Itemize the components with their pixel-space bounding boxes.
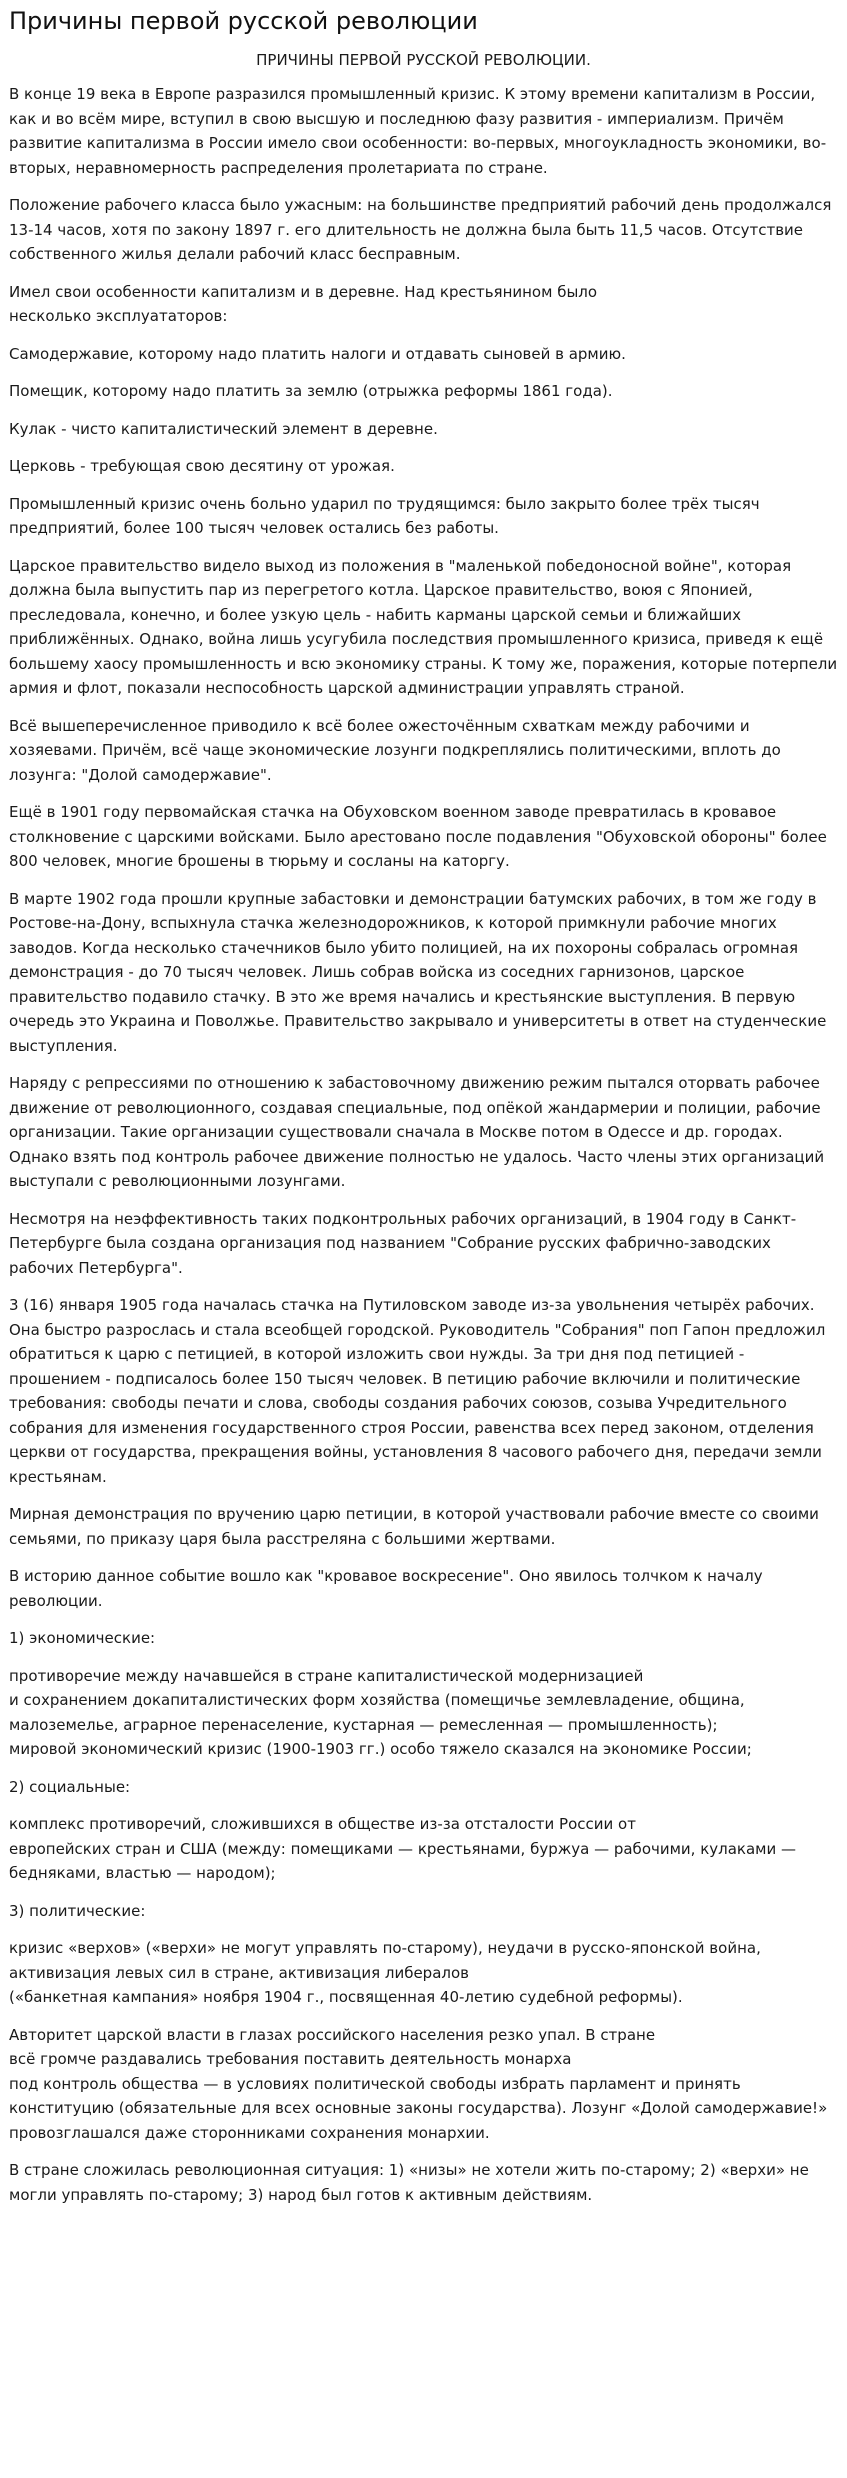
paragraph: Царское правительство видело выход из положения в "маленькой победоносной войне", которая должна была выпустить пар из перегретого котла. Царское правительство, воюя с Японией, преследовала, конечно, и более узкую цель - набить карманы царской семьи и ближайших приближённых. Однако, война лишь усугубила последствия промышленного кризиса, приведя к ещё большему хаосу промышленность и всю экономику страны. К тому же, поражения, которые потерпели армия и флот, показали неспособность царской администрации управлять страной. [9,556,838,697]
page-title: Причины первой русской революции [9,7,478,35]
paragraph: Церковь - требующая свою десятину от урожая. [9,457,395,475]
paragraph: Помещик, которому надо платить за землю (отрыжка реформы 1861 года). [9,382,613,400]
paragraph: противоречие между начавшейся в стране капиталистической модернизацией и сохранением докапиталистических форм хозяйства (помещичье землевладение, община, малоземелье, аграрное перенаселение, кустарная — ремесленная — промышленность); мировой экономический кризис (1900-1903 гг.) особо тяжело сказался на экономике России; [9,1666,752,1758]
paragraph: Ещё в 1901 году первомайская стачка на Обуховском военном заводе превратилась в кровавое столкновение с царскими войсками. Было арестовано после подавления "Обуховской обороны" более 800 человек, многие брошены в тюрьму и сосланы на каторгу. [9,803,827,870]
paragraph: Всё вышеперечисленное приводило к всё более ожесточённым схваткам между рабочими и хозяевами. Причём, всё чаще экономические лозунги подкреплялись политическими, вплоть до лозунга: "Долой самодержавие". [9,716,781,784]
paragraph: В конце 19 века в Европе разразился промышленный кризис. К этому времени капитализм в России, как и во всём мире, вступил в свою высшую и последнюю фазу развития - империализм. Причём развитие капитализма в России имело свои особенности: во-первых, многоукладность экономики, во-вторых, неравномерность распределения пролетариата по стране. [9,85,827,177]
paragraph: кризис «верхов» («верхи» не могут управлять по-старому), неудачи в русско-японской война, активизация левых сил в стране, активизация либералов («банкетная кампания» ноября 1904 г., посвященная 40-летию судебной реформы). [9,1939,761,2006]
article-body [9,82,838,2207]
article-subtitle: ПРИЧИНЫ ПЕРВОЙ РУССКОЙ РЕВОЛЮЦИИ. [256,51,591,69]
paragraph: Наряду с репрессиями по отношению к забастовочному движению режим пытался оторвать рабочее движение от революционного, создавая специальные, под опёкой жандармерии и полиции, рабочие организации. Такие организации существовали сначала в Москве потом в Одессе и др. городах. Однако взять под контроль рабочее движение полностью не удалось. Часто члены этих организаций выступали с революционными лозунгами. [9,1074,825,1190]
paragraph: 3) политические: [9,1901,146,1920]
paragraph: Промышленный кризис очень больно ударил по трудящимся: было закрыто более трёх тысяч предприятий, более 100 тысяч человек остались без работы. [9,494,760,537]
paragraph: Имел свои особенности капитализм и в деревне. Над крестьянином было несколько эксплуататоров: [9,282,598,325]
paragraph: В историю данное событие вошло как "кровавое воскресение". Оно явилось толчком к началу революции. [9,1567,763,1610]
paragraph: 1) экономические: [9,1629,156,1647]
paragraph: Несмотря на неэффективность таких подконтрольных рабочих организаций, в 1904 году в Санкт-Петербурге была создана организация под названием "Собрание русских фабрично-заводских рабочих Петербурга". [9,1209,797,1277]
paragraph: 3 (16) января 1905 года началась стачка на Путиловском заводе из-за увольнения четырёх рабочих. Она быстро разрослась и стала всеобщей городской. Руководитель "Собрания" поп Гапон предложил обратиться к царю с петицией, в которой изложить свои нужды. За три дня под петицией - прошением - подписалось более 150 тысяч человек. В петицию рабочие включили и политические требования: свободы печати и слова, свободы создания рабочих союзов, созыва Учредительного собрания для изменения государственного строя России, равенства всех перед законом, отделения церкви от государства, прекращения войны, установления 8 часового рабочего дня, передачи земли крестьянам. [9,1296,826,1486]
paragraph: Кулак - чисто капиталистический элемент в деревне. [9,419,438,438]
paragraph: В марте 1902 года прошли крупные забастовки и демонстрации батумских рабочих, в том же году в Ростове-на-Дону, вспыхнула стачка железнодорожников, к которой примкнули рабочие многих заводов. Когда несколько стачечников было убито полицией, на их похороны собралась огромная демонстрация - до 70 тысяч человек. Лишь собрав войска из соседних гарнизонов, царское правительство подавило стачку. В это же время начались и крестьянские выступления. В первую очередь это Украина и Поволжье. Правительство закрывало и университеты в ответ на студенческие выступления. [9,889,827,1055]
paragraph: Положение рабочего класса было ужасным: на большинстве предприятий рабочий день продолжался 13-14 часов, хотя по закону 1897 г. его длительность не должна была быть 11,5 часов. Отсутствие собственного жилья делали рабочий класс бесправным. [9,196,832,263]
paragraph: Самодержавие, которому надо платить налоги и отдавать сыновей в армию. [9,344,626,363]
paragraph: Авторитет царской власти в глазах российского населения резко упал. В стране всё громче раздавались требования поставить деятельность монарха под контроль общества — в условиях политической свободы избрать парламент и принять конституцию (обязательные для всех основные законы государства). Лозунг «Долой самодержавие!» провозглашался даже сторонниками сохранения монархии. [9,2025,828,2142]
paragraph: В стране сложилась революционная ситуация: 1) «низы» не хотели жить по-старому; 2) «верхи» не могли управлять по-старому; 3) народ был готов к активным действиям. [9,2161,809,2204]
paragraph: Мирная демонстрация по вручению царю петиции, в которой участвовали рабочие вместе со своими семьями, по приказу царя была расстреляна с большими жертвами. [9,1505,819,1548]
paragraph: 2) социальные: [9,1777,131,1796]
paragraph: комплекс противоречий, сложившихся в обществе из-за отсталости России от европейских стран и США (между: помещиками — крестьянами, буржуа — рабочими, кулаками — бедняками, властью — народом); [9,1815,797,1882]
